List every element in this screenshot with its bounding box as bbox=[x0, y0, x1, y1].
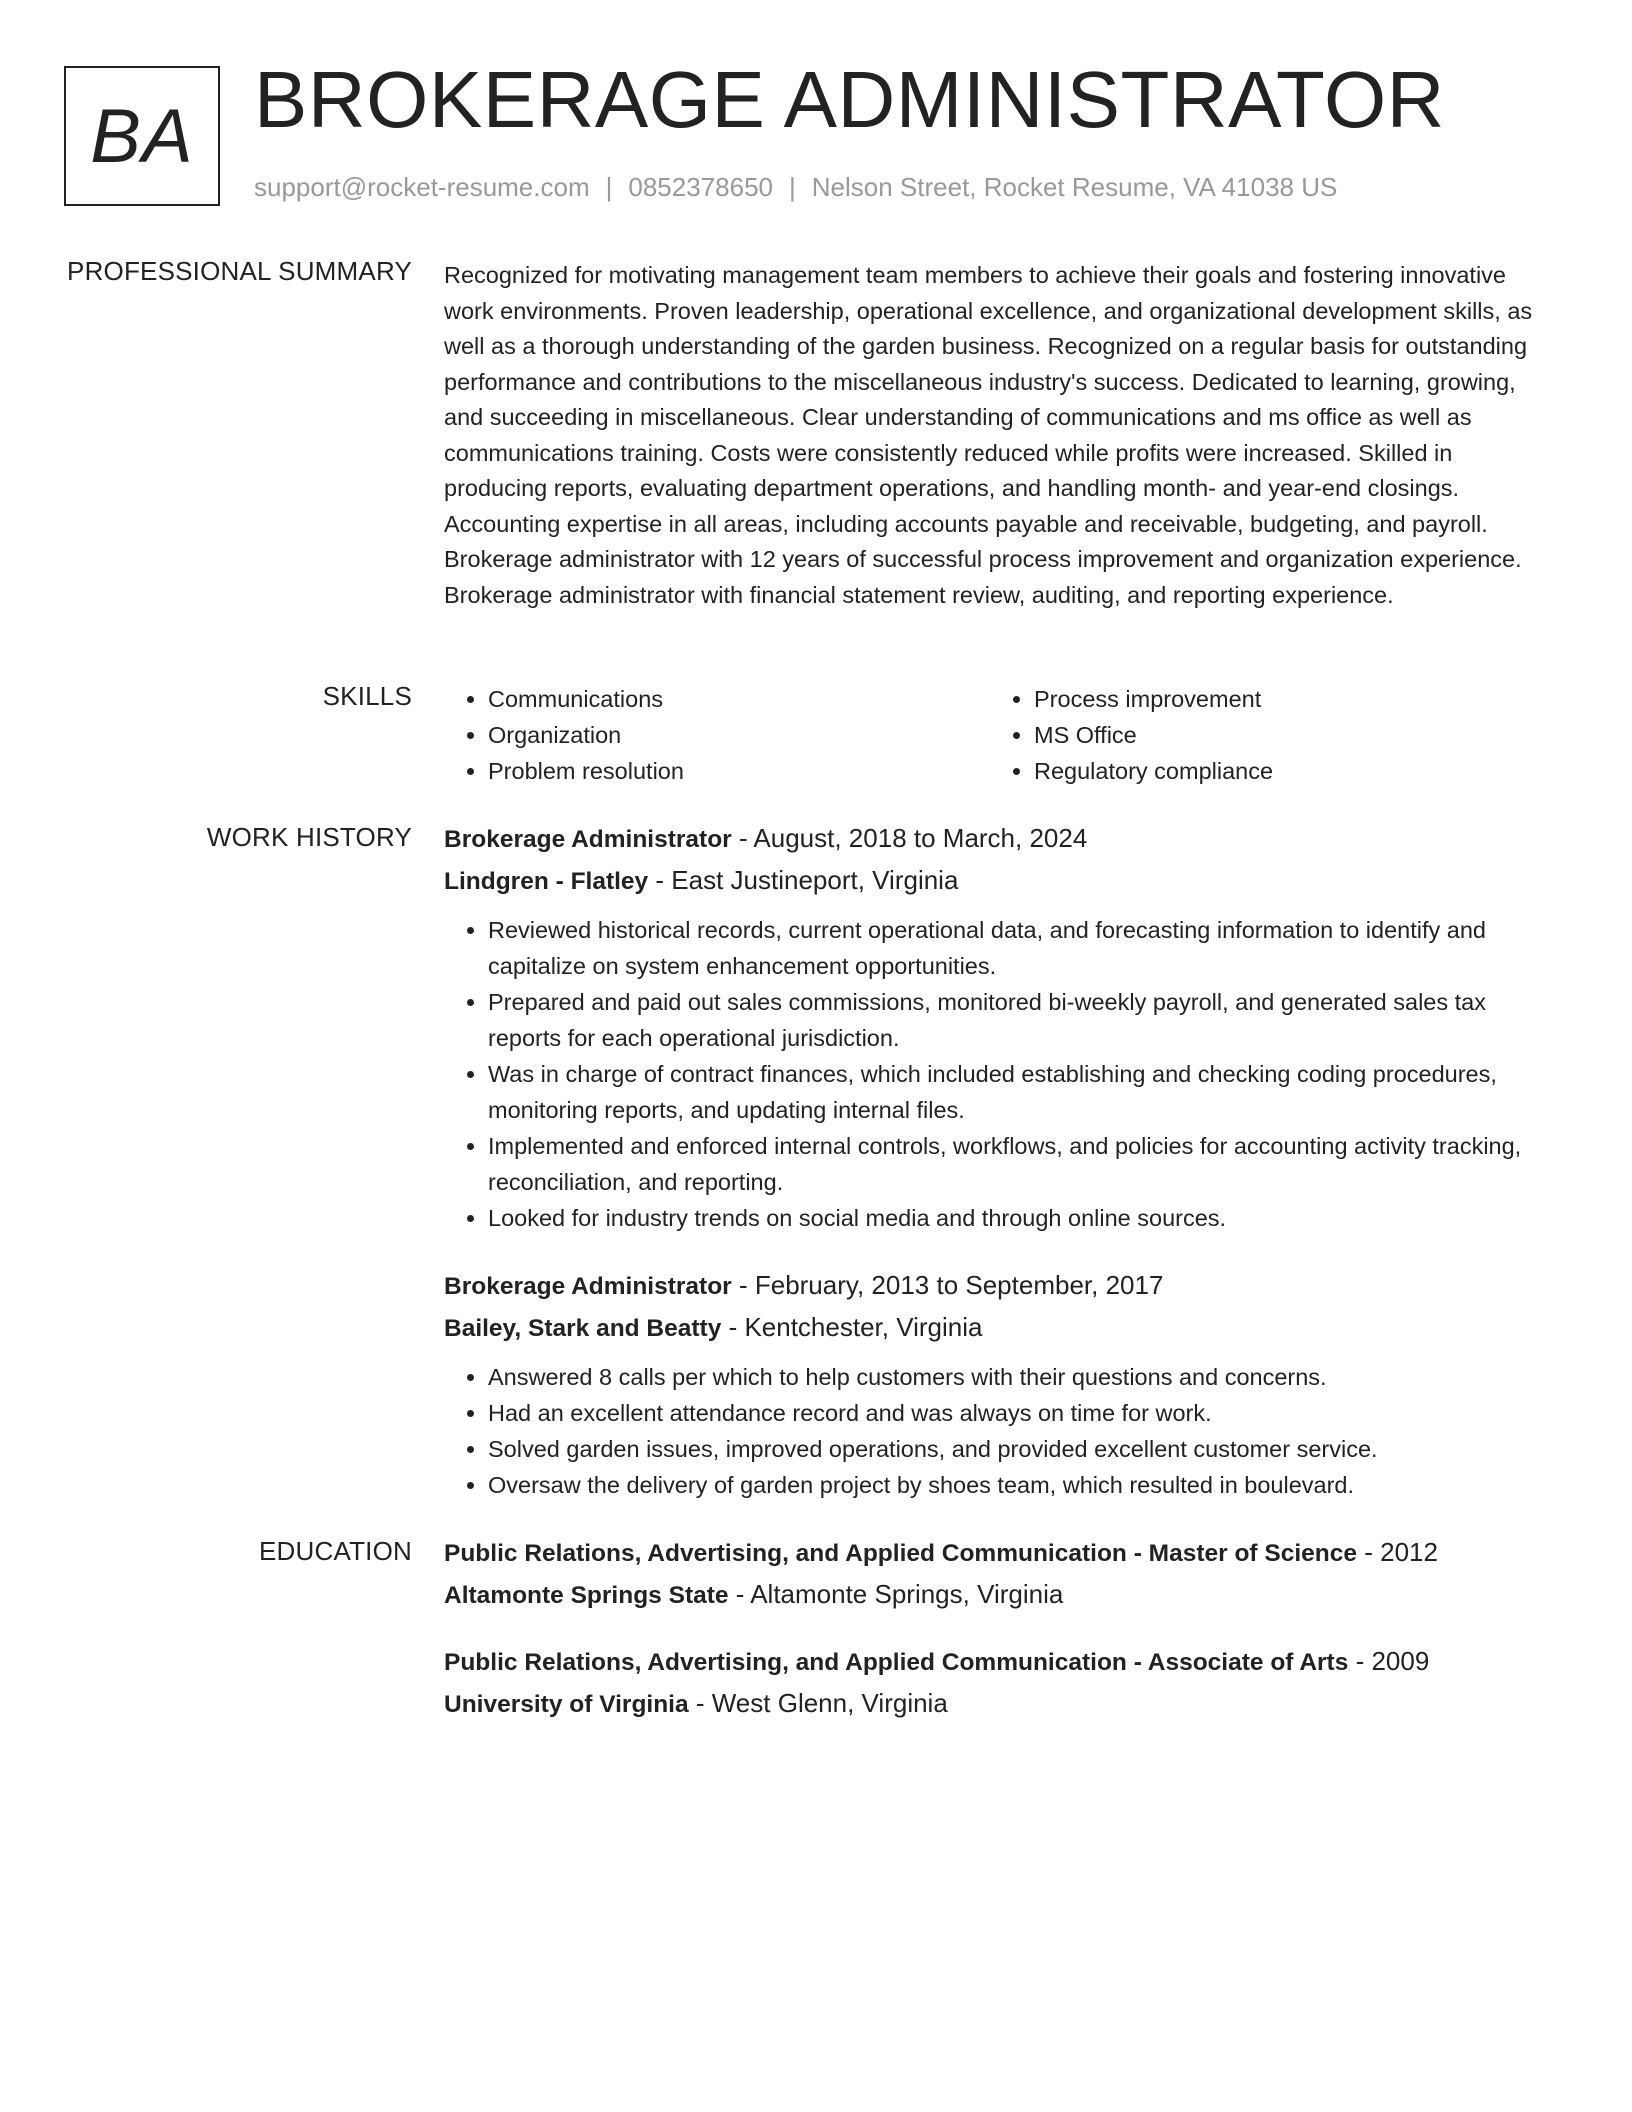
section-label-work: WORK HISTORY bbox=[206, 822, 412, 852]
job-bullet: • Was in charge of contract finances, which included establishing and checking coding procedures, monitoring reports, and updating internal files. bbox=[488, 1056, 1556, 1128]
job-bullets bbox=[444, 912, 1556, 1236]
contact-phone: 0852378650 bbox=[628, 172, 773, 202]
job-dates: - February, 2013 to September, 2017 bbox=[738, 1270, 1164, 1300]
contact-address: Nelson Street, Rocket Resume, VA 41038 US bbox=[811, 172, 1338, 202]
job-location: - East Justineport, Virginia bbox=[655, 865, 959, 895]
education-school-line bbox=[444, 1574, 1556, 1616]
job-title-line bbox=[444, 1265, 1556, 1307]
job-location: - Kentchester, Virginia bbox=[728, 1312, 983, 1342]
monogram-logo bbox=[64, 66, 220, 206]
skills-grid bbox=[444, 681, 1556, 789]
contact-separator: | bbox=[605, 172, 613, 202]
education-location: - Altamonte Springs, Virginia bbox=[735, 1579, 1064, 1609]
contact-separator: | bbox=[789, 172, 796, 202]
skills-body bbox=[444, 681, 1556, 789]
resume-title: BROKERAGE ADMINISTRATOR bbox=[254, 55, 1445, 144]
job-entry bbox=[444, 1265, 1556, 1503]
skill-item: • Problem resolution bbox=[488, 753, 990, 789]
summary-body bbox=[444, 258, 1556, 613]
education-year: - 2012 bbox=[1364, 1537, 1438, 1567]
education-location: - West Glenn, Virginia bbox=[695, 1688, 948, 1718]
job-company: Bailey, Stark and Beatty bbox=[444, 1315, 722, 1342]
job-company-line bbox=[444, 860, 1556, 902]
section-label-summary: PROFESSIONAL SUMMARY bbox=[67, 256, 412, 286]
section-label-education: EDUCATION bbox=[259, 1536, 412, 1566]
job-bullet: • Prepared and paid out sales commissions, monitored bi-weekly payroll, and generated sales tax reports for each operational jurisdiction. bbox=[488, 984, 1556, 1056]
skill-item: • MS Office bbox=[1034, 717, 1536, 753]
monogram-text: BA bbox=[90, 93, 194, 179]
job-company-line bbox=[444, 1307, 1556, 1349]
job-bullet: • Implemented and enforced internal controls, workflows, and policies for accounting activity tracking, reconciliation, and reporting. bbox=[488, 1128, 1556, 1200]
job-bullet: • Solved garden issues, improved operations, and provided excellent customer service. bbox=[488, 1431, 1556, 1467]
skills-list-left bbox=[444, 681, 990, 789]
job-bullet: • Answered 8 calls per which to help customers with their questions and concerns. bbox=[488, 1359, 1556, 1395]
job-bullet: • Looked for industry trends on social media and through online sources. bbox=[488, 1200, 1556, 1236]
job-company: Lindgren - Flatley bbox=[444, 868, 649, 895]
skill-item: • Regulatory compliance bbox=[1034, 753, 1536, 789]
job-entry bbox=[444, 818, 1556, 1236]
skill-item: • Process improvement bbox=[1034, 681, 1536, 717]
job-title: Brokerage Administrator bbox=[444, 1273, 732, 1300]
job-bullet: • Reviewed historical records, current operational data, and forecasting information to identify and capitalize on system enhancement opportunities. bbox=[488, 912, 1556, 984]
education-degree-line bbox=[444, 1532, 1556, 1574]
job-bullets bbox=[444, 1359, 1556, 1503]
job-title-line bbox=[444, 818, 1556, 860]
education-degree: Public Relations, Advertising, and Applied Communication - Associate of Arts bbox=[444, 1649, 1349, 1676]
job-bullet: • Oversaw the delivery of garden project by shoes team, which resulted in boulevard. bbox=[488, 1467, 1556, 1503]
job-dates: - August, 2018 to March, 2024 bbox=[738, 823, 1088, 853]
contact-email: support@rocket-resume.com bbox=[254, 172, 590, 202]
education-entry bbox=[444, 1641, 1556, 1725]
education-degree: Public Relations, Advertising, and Applied Communication - Master of Science bbox=[444, 1540, 1357, 1567]
section-label-skills: SKILLS bbox=[322, 681, 412, 711]
skill-item: • Organization bbox=[488, 717, 990, 753]
contact-line bbox=[254, 172, 1337, 203]
education-school: Altamonte Springs State bbox=[444, 1582, 729, 1609]
education-entry bbox=[444, 1532, 1556, 1616]
skill-item: • Communications bbox=[488, 681, 990, 717]
education-school: University of Virginia bbox=[444, 1691, 689, 1718]
job-title: Brokerage Administrator bbox=[444, 826, 732, 853]
education-school-line bbox=[444, 1683, 1556, 1725]
job-bullet: • Had an excellent attendance record and was always on time for work. bbox=[488, 1395, 1556, 1431]
summary-text: Recognized for motivating management team members to achieve their goals and fostering innovative work environments. Proven leadership, operational excellence, and organizational development skills, as well as a thorough understanding of the garden business. Recognized on a regular basis for outstanding performance and contributions to the miscellaneous industry's success. Dedicated to learning, growing, and succeeding in miscellaneous. Clear understanding of communications and ms office as well as communications training. Costs were consistently reduced while profits were increased. Skilled in producing reports, evaluating department operations, and handling month- and year-end closings. Accounting expertise in all areas, including accounts payable and receivable, budgeting, and payroll. Brokerage administrator with 12 years of successful process improvement and organization experience. Brokerage administrator with financial statement review, auditing, and reporting experience. bbox=[444, 262, 1533, 608]
education-year: - 2009 bbox=[1355, 1646, 1430, 1676]
education-degree-line bbox=[444, 1641, 1556, 1683]
skills-list-right bbox=[990, 681, 1536, 789]
